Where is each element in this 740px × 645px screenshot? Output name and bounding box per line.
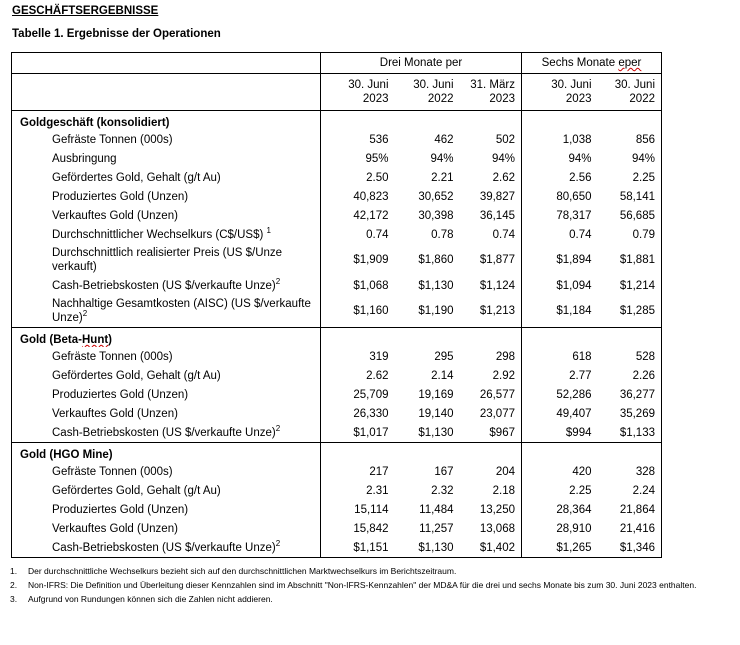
value-cell: 28,364 (522, 500, 598, 519)
column-header (395, 74, 460, 111)
empty-cell (460, 443, 522, 463)
value-cell: $994 (522, 423, 598, 443)
empty-cell (522, 443, 598, 463)
value-cell: 15,114 (321, 500, 395, 519)
footnote-number: 3. (10, 594, 18, 604)
value-cell: 0.74 (522, 225, 598, 244)
value-cell: 36,145 (479, 209, 515, 222)
row-label-text: Verkauftes Gold (Unzen) (52, 522, 178, 535)
row-label (12, 404, 321, 423)
value-cell: $1,130 (418, 279, 454, 292)
value-cell: 2.24 (598, 481, 662, 500)
column-header-year: 2022 (427, 93, 454, 105)
value-cell: 58,141 (598, 187, 662, 206)
value-cell: 21,864 (598, 500, 662, 519)
row-label-text: Ausbringung (52, 152, 117, 165)
row-label-text: Gefördertes Gold, Gehalt (g/t Au) (52, 171, 221, 184)
value-cell: 502 (495, 133, 515, 146)
value-cell: $1,151 (321, 538, 395, 558)
value-cell: 328 (598, 462, 662, 481)
table-row (12, 385, 662, 404)
value-cell: 78,317 (522, 206, 598, 225)
value-cell: 295 (434, 350, 454, 363)
row-label (12, 187, 321, 206)
value-cell: 2.92 (492, 369, 515, 382)
value-cell: 19,140 (418, 407, 454, 420)
footnote-number: 2. (10, 580, 18, 590)
empty-cell (395, 443, 460, 463)
value-cell: 35,269 (598, 404, 662, 423)
value-cell: $1,094 (522, 276, 598, 295)
section-header-row (12, 111, 662, 131)
row-label-text: Cash-Betriebskosten (US $/verkaufte Unze) (52, 279, 276, 292)
table-row (12, 462, 662, 481)
row-label-text: Gefördertes Gold, Gehalt (g/t Au) (52, 484, 221, 497)
row-label (12, 130, 321, 149)
value-cell: 39,827 (479, 190, 515, 203)
footnote-item (10, 594, 700, 605)
value-cell: 26,330 (321, 404, 395, 423)
footnote-marker: 2 (275, 276, 281, 286)
column-header (460, 74, 522, 111)
row-label (12, 462, 321, 481)
value-cell: 2.32 (431, 484, 454, 497)
value-cell: $1,860 (418, 254, 454, 266)
footnote-number: 1. (10, 566, 18, 576)
value-cell: $1,130 (395, 423, 460, 443)
value-cell: 2.56 (522, 168, 598, 187)
footnote-text: Non-IFRS: Die Definition und Überleitung dieser Kennzahlen sind im Abschnitt "Non-IFRS-Kennzahlen" der MD&A für die drei und sechs Monate bis zum 30. Juni 2023 enthalten. (28, 580, 697, 590)
value-cell: 2.21 (431, 171, 454, 184)
value-cell: 95% (321, 149, 395, 168)
empty-cell (321, 328, 395, 348)
value-cell: 167 (434, 465, 454, 478)
empty-cell (598, 328, 662, 348)
column-header-date: 30. Juni (614, 79, 655, 91)
row-label-text: Gefräste Tonnen (000s) (52, 465, 173, 478)
value-cell: 52,286 (522, 385, 598, 404)
value-cell: $1,877 (479, 254, 515, 266)
row-label (12, 295, 321, 328)
column-header-year: 2023 (489, 93, 515, 105)
value-cell: 1,038 (522, 130, 598, 149)
value-cell: 40,823 (321, 187, 395, 206)
row-label-text: Gefräste Tonnen (000s) (52, 133, 173, 146)
empty-cell (321, 111, 395, 131)
column-header-date: 30. Juni (348, 79, 389, 91)
column-header-year: 2023 (565, 93, 592, 105)
value-cell: $1,184 (522, 295, 598, 328)
table-row (12, 538, 662, 558)
table-row (12, 276, 662, 295)
value-cell: 2.77 (522, 366, 598, 385)
value-cell: $1,190 (395, 295, 460, 328)
header-blank (12, 53, 321, 74)
table-row (12, 187, 662, 206)
value-cell: $967 (460, 423, 522, 443)
spellcheck-word: Hunt (81, 334, 109, 346)
table-row (12, 366, 662, 385)
row-label (12, 519, 321, 538)
value-cell: 420 (522, 462, 598, 481)
value-cell: 56,685 (598, 206, 662, 225)
value-cell: $1,160 (321, 295, 395, 328)
section-header-row (12, 328, 662, 348)
row-label (12, 500, 321, 519)
value-cell: $1,214 (598, 276, 662, 295)
spellcheck-word: eper (618, 57, 642, 69)
value-cell: 13,068 (479, 522, 515, 535)
table-row (12, 149, 662, 168)
row-label-text: Produziertes Gold (Unzen) (52, 503, 189, 516)
row-label-text: Nachhaltige Gesamtkosten (AISC) (US $/verkaufte Unze) (52, 298, 311, 324)
value-cell: $1,346 (598, 538, 662, 558)
value-cell: 30,652 (418, 190, 454, 203)
value-cell: 42,172 (321, 206, 395, 225)
value-cell: 49,407 (522, 404, 598, 423)
value-cell: 21,416 (598, 519, 662, 538)
column-header-date: 30. Juni (413, 79, 454, 91)
table-row (12, 500, 662, 519)
row-label (12, 423, 321, 443)
empty-cell (522, 328, 598, 348)
row-label-text: Cash-Betriebskosten (US $/verkaufte Unze) (52, 426, 276, 439)
value-cell: 2.18 (492, 484, 515, 497)
empty-cell (598, 111, 662, 131)
value-cell: 94% (430, 152, 454, 165)
group-header-three-months: Drei Monate per (321, 53, 522, 74)
column-header-year: 2023 (362, 93, 389, 105)
value-cell: 204 (495, 465, 515, 478)
value-cell: 217 (321, 462, 395, 481)
value-cell: 28,910 (522, 519, 598, 538)
empty-cell (321, 443, 395, 463)
value-cell: 2.50 (321, 168, 395, 187)
section-title-part: Gold (Beta- (20, 334, 82, 346)
value-cell: $1,894 (522, 244, 598, 276)
table-row (12, 130, 662, 149)
row-label (12, 366, 321, 385)
value-cell: $1,068 (321, 276, 395, 295)
row-label (12, 225, 321, 244)
value-cell: 11,257 (419, 522, 454, 535)
empty-cell (395, 328, 460, 348)
group-header-six-months: Sechs Monate eper (522, 53, 662, 74)
value-cell: 94% (522, 149, 598, 168)
results-table (11, 52, 662, 558)
empty-cell (460, 111, 522, 131)
value-cell: 0.74 (321, 225, 395, 244)
value-cell: $1,130 (395, 538, 460, 558)
table-row (12, 295, 662, 328)
row-label-text: Produziertes Gold (Unzen) (52, 190, 189, 203)
value-cell: 15,842 (321, 519, 395, 538)
table-row (12, 168, 662, 187)
value-cell: 94% (598, 149, 662, 168)
row-label (12, 168, 321, 187)
page-heading: GESCHÄFTSERGEBNISSE (12, 5, 159, 17)
table-row (12, 225, 662, 244)
row-label (12, 276, 321, 295)
column-header-date: 30. Juni (551, 79, 592, 91)
table-row (12, 423, 662, 443)
table-row (12, 206, 662, 225)
value-cell: 298 (495, 350, 515, 363)
value-cell: 25,709 (321, 385, 395, 404)
value-cell: 0.79 (598, 225, 662, 244)
column-header-year: 2022 (629, 93, 655, 105)
section-title-part: ) (108, 334, 113, 346)
column-header (321, 74, 395, 111)
row-label (12, 538, 321, 558)
column-header-date: 31. März (470, 79, 515, 91)
value-cell: 30,398 (418, 209, 454, 222)
empty-cell (395, 111, 460, 131)
date-header-row (12, 74, 662, 111)
row-label (12, 481, 321, 500)
table-row (12, 481, 662, 500)
table-caption: Tabelle 1. Ergebnisse der Operationen (12, 28, 221, 40)
footnote-marker: 2 (275, 538, 281, 548)
value-cell: $1,402 (460, 538, 522, 558)
value-cell: $1,133 (598, 423, 662, 443)
value-cell: 2.62 (321, 366, 395, 385)
row-label-text: Gefräste Tonnen (000s) (52, 350, 173, 363)
header-label-blank (12, 74, 321, 111)
column-header (598, 74, 662, 111)
footnote-marker: 1 (266, 225, 271, 235)
footnote-item (10, 580, 700, 591)
row-label-text: Cash-Betriebskosten (US $/verkaufte Unze) (52, 541, 276, 554)
footnotes (10, 566, 700, 608)
column-header (522, 74, 598, 111)
section-title: Goldgeschäft (konsolidiert) (12, 111, 321, 131)
table-row (12, 519, 662, 538)
value-cell: 80,650 (522, 187, 598, 206)
footnote-text: Aufgrund von Rundungen können sich die Zahlen nicht addieren. (28, 594, 273, 604)
value-cell: 26,577 (479, 388, 515, 401)
row-label (12, 206, 321, 225)
value-cell: 19,169 (418, 388, 454, 401)
row-label-text: Durchschnittlich realisierter Preis (US $/Unze verkauft) (52, 247, 283, 273)
value-cell: 23,077 (479, 407, 515, 420)
value-cell: $1,213 (460, 295, 522, 328)
value-cell: $1,017 (321, 423, 395, 443)
value-cell: 11,484 (419, 503, 454, 516)
empty-cell (460, 328, 522, 348)
value-cell: 94% (491, 152, 515, 165)
value-cell: 618 (522, 347, 598, 366)
row-label-text: Verkauftes Gold (Unzen) (52, 407, 178, 420)
value-cell: 2.62 (492, 171, 515, 184)
row-label-text: Durchschnittlicher Wechselkurs (C$/US$) (52, 228, 264, 241)
row-label (12, 244, 321, 276)
table-row (12, 244, 662, 276)
row-label (12, 149, 321, 168)
value-cell: $1,909 (321, 244, 395, 276)
section-title (12, 328, 321, 348)
value-cell: 2.31 (321, 481, 395, 500)
value-cell: 0.78 (431, 228, 454, 241)
value-cell: 0.74 (492, 228, 515, 241)
value-cell: 2.14 (431, 369, 454, 382)
value-cell: 462 (434, 133, 454, 146)
row-label-text: Verkauftes Gold (Unzen) (52, 209, 178, 222)
section-title: Gold (HGO Mine) (12, 443, 321, 463)
value-cell: 528 (598, 347, 662, 366)
empty-cell (598, 443, 662, 463)
row-label-text: Gefördertes Gold, Gehalt (g/t Au) (52, 369, 221, 382)
value-cell: $1,124 (479, 279, 515, 292)
value-cell: $1,285 (598, 295, 662, 328)
value-cell: 2.25 (598, 168, 662, 187)
value-cell: 319 (321, 347, 395, 366)
value-cell: 13,250 (479, 503, 515, 516)
footnote-item (10, 566, 700, 577)
footnote-text: Der durchschnittliche Wechselkurs bezieht sich auf den durchschnittlichen Marktwechselkurs im Berichtszeitraum. (28, 566, 457, 576)
value-cell: 36,277 (598, 385, 662, 404)
row-label (12, 385, 321, 404)
value-cell: $1,265 (522, 538, 598, 558)
table-row (12, 347, 662, 366)
value-cell: $1,881 (598, 244, 662, 276)
value-cell: 856 (598, 130, 662, 149)
row-label-text: Produziertes Gold (Unzen) (52, 388, 189, 401)
table-row (12, 404, 662, 423)
footnote-marker: 2 (82, 309, 88, 319)
section-header-row (12, 443, 662, 463)
value-cell: 2.25 (522, 481, 598, 500)
empty-cell (522, 111, 598, 131)
row-label (12, 347, 321, 366)
footnote-marker: 2 (275, 423, 281, 433)
value-cell: 536 (321, 130, 395, 149)
value-cell: 2.26 (598, 366, 662, 385)
